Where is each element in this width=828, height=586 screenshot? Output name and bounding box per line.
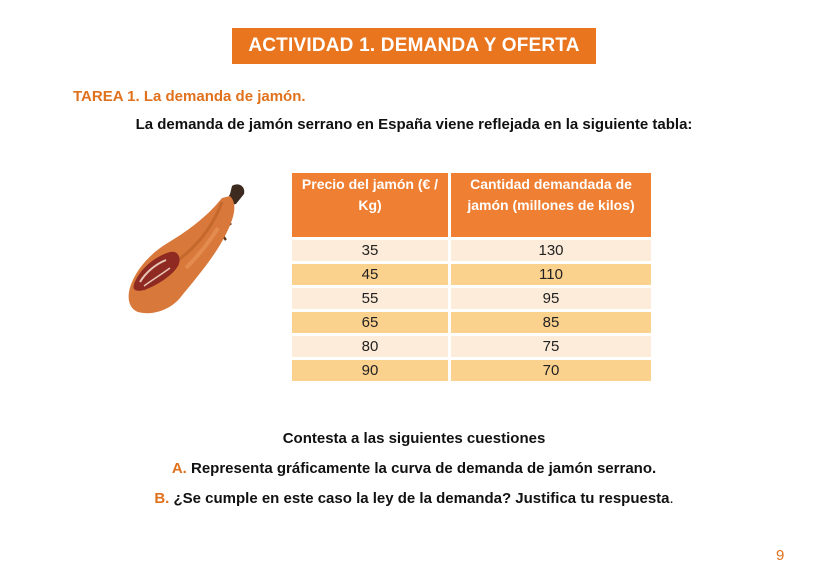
quantity-cell: 70 xyxy=(451,360,651,381)
quantity-cell: 110 xyxy=(451,264,651,285)
price-cell: 55 xyxy=(292,288,448,309)
price-cell: 35 xyxy=(292,240,448,261)
questions-heading: Contesta a las siguientes cuestiones xyxy=(282,430,546,447)
price-cell: 45 xyxy=(292,264,448,285)
question-a xyxy=(0,460,828,477)
table-row xyxy=(292,240,651,261)
demand-table xyxy=(289,170,654,384)
question-b-period: . xyxy=(669,490,674,507)
table-row xyxy=(292,312,651,333)
quantity-cell: 85 xyxy=(451,312,651,333)
table-row xyxy=(292,264,651,285)
quantity-cell: 95 xyxy=(451,288,651,309)
question-a-letter: A. xyxy=(171,460,187,477)
ham-icon xyxy=(126,178,251,318)
quantity-cell: 130 xyxy=(451,240,651,261)
table-row xyxy=(292,288,651,309)
header-quantity: Cantidad demandada de jamón (millones de kilos) xyxy=(451,173,651,237)
task-heading: TAREA 1. La demanda de jamón. xyxy=(73,88,306,105)
price-cell: 65 xyxy=(292,312,448,333)
price-cell: 90 xyxy=(292,360,448,381)
question-a-text: Representa gráficamente la curva de demanda de jamón serrano. xyxy=(190,460,657,477)
question-b-text: ¿Se cumple en este caso la ley de la demanda? Justifica tu respuesta xyxy=(173,490,670,507)
task-intro: La demanda de jamón serrano en España viene reflejada en la siguiente tabla: xyxy=(135,116,693,133)
activity-title: ACTIVIDAD 1. DEMANDA Y OFERTA xyxy=(232,28,596,64)
table-row xyxy=(292,336,651,357)
header-price: Precio del jamón (€ / Kg) xyxy=(292,173,448,237)
question-b-letter: B. xyxy=(154,490,170,507)
price-cell: 80 xyxy=(292,336,448,357)
table-row xyxy=(292,360,651,381)
page-number: 9 xyxy=(776,547,785,564)
question-b xyxy=(0,490,828,507)
quantity-cell: 75 xyxy=(451,336,651,357)
